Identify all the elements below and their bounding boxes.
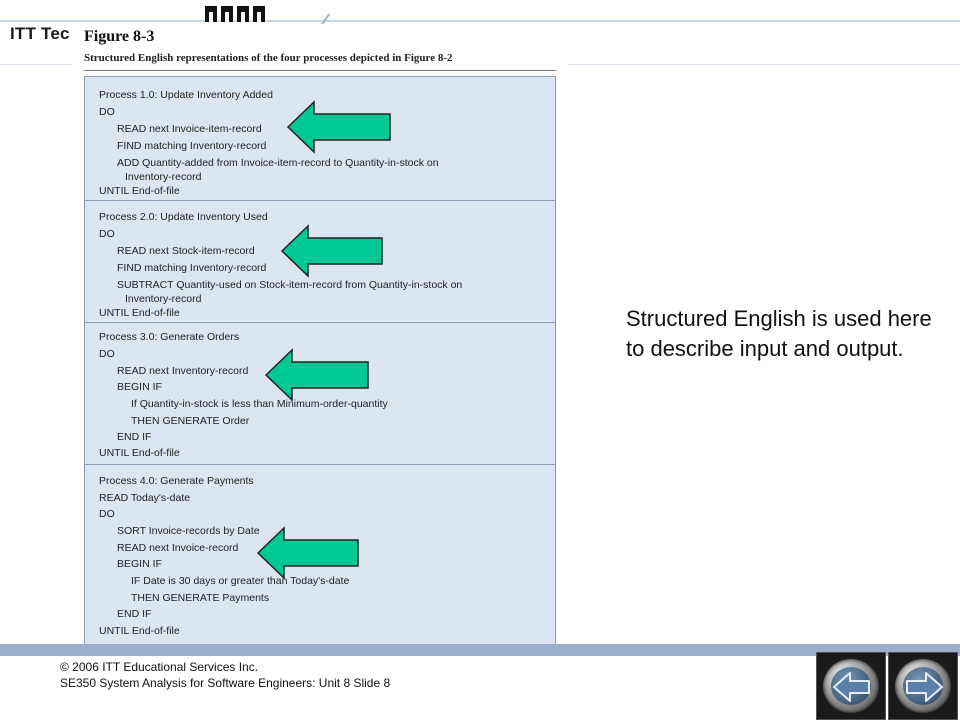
copyright-text: © 2006 ITT Educational Services Inc. [60, 660, 259, 674]
code-line: Inventory-record [125, 171, 202, 183]
process-heading: Process 2.0: Update Inventory Used [99, 211, 268, 223]
code-line: DO [99, 348, 115, 360]
prev-slide-button[interactable] [816, 652, 886, 720]
arrow-right-icon [889, 653, 959, 721]
code-line: If Quantity-in-stock is less than Minimum-order-quantity [131, 398, 388, 410]
code-line: UNTIL End-of-file [99, 307, 180, 319]
code-line: READ next Stock-item-record [117, 245, 255, 257]
figure-title: Figure 8-3 [84, 28, 155, 45]
code-line: Inventory-record [125, 293, 202, 305]
figure-rule [84, 70, 556, 71]
code-line: END IF [117, 608, 152, 620]
course-text: SE350 System Analysis for Software Engineers: Unit 8 Slide 8 [60, 676, 391, 690]
process-heading: Process 3.0: Generate Orders [99, 331, 240, 343]
code-line: DO [99, 228, 115, 240]
code-line: READ Today's-date [99, 492, 191, 504]
arrow-left-icon [817, 653, 887, 721]
process-heading: Process 1.0: Update Inventory Added [99, 89, 273, 101]
code-line: UNTIL End-of-file [99, 625, 180, 637]
code-line: THEN GENERATE Payments [131, 592, 270, 604]
code-line: DO [99, 508, 115, 520]
code-line: DO [99, 106, 115, 118]
code-line: FIND matching Inventory-record [117, 140, 267, 152]
next-slide-button[interactable] [888, 652, 958, 720]
header-line [0, 20, 960, 22]
code-line: FIND matching Inventory-record [117, 262, 267, 274]
code-line: READ next Inventory-record [117, 365, 249, 377]
code-line: IF Date is 30 days or greater than Today's-date [131, 575, 350, 587]
code-line: READ next Invoice-record [117, 542, 239, 554]
code-line: UNTIL End-of-file [99, 447, 180, 459]
code-line: END IF [117, 431, 152, 443]
code-line: SUBTRACT Quantity-used on Stock-item-record from Quantity-in-stock on [117, 279, 463, 291]
arrow-left-icon [286, 100, 394, 154]
itt-logo: ITT Tec [10, 24, 70, 43]
code-line: BEGIN IF [117, 558, 162, 570]
code-line: ADD Quantity-added from Invoice-item-record to Quantity-in-stock on [117, 157, 439, 169]
code-line: BEGIN IF [117, 381, 162, 393]
process-heading: Process 4.0: Generate Payments [99, 475, 254, 487]
code-line: THEN GENERATE Order [131, 415, 250, 427]
code-line: UNTIL End-of-file [99, 185, 180, 197]
code-line: SORT Invoice-records by Date [117, 525, 260, 537]
code-line: READ next Invoice-item-record [117, 123, 262, 135]
arrow-left-icon [256, 526, 362, 580]
arrow-left-icon [280, 224, 386, 278]
slide-description: Structured English is used here to describe input and output. [626, 306, 932, 361]
figure-caption: Structured English representations of the four processes depicted in Figure 8-2 [84, 52, 453, 64]
logo-mark-icon [205, 6, 269, 22]
arrow-left-icon [264, 348, 372, 402]
